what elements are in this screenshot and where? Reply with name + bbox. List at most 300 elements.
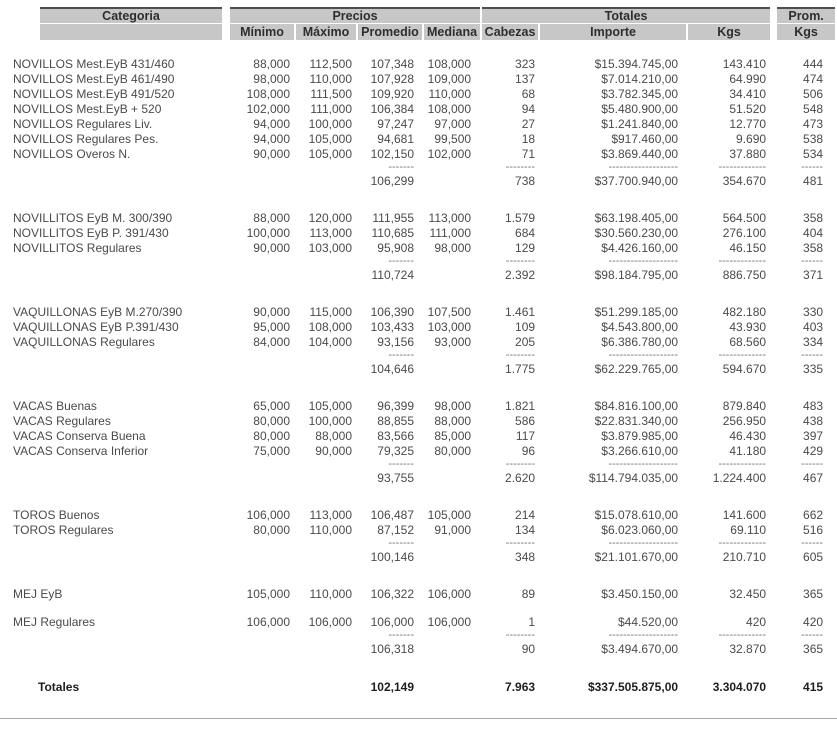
median-cell xyxy=(424,459,480,470)
amount-cell: $15.394.745,00 xyxy=(594,57,679,71)
min-cell xyxy=(230,538,294,549)
max-cell xyxy=(296,174,356,188)
min-cell: 106,000 xyxy=(246,508,290,522)
median-cell: 110,000 xyxy=(428,87,472,101)
avg-kg-cell: ------ xyxy=(801,350,824,361)
avg-cell: 94,681 xyxy=(377,132,414,146)
kgs-cell: 9.690 xyxy=(736,132,767,146)
category-cell xyxy=(2,550,228,564)
min-cell xyxy=(230,174,294,188)
avg-kg-cell: 467 xyxy=(803,471,824,485)
category-cell: TOROS Regulares xyxy=(13,523,114,537)
kgs-cell: 32.870 xyxy=(729,642,767,656)
kgs-cell: 46.430 xyxy=(729,429,767,443)
max-cell: 111,000 xyxy=(310,102,352,116)
max-cell: 113,000 xyxy=(309,508,352,522)
prom-kgs-header: Kgs xyxy=(777,24,835,40)
spacer-cell xyxy=(2,41,835,56)
median-cell xyxy=(424,679,480,695)
table-row-toros xyxy=(2,523,835,537)
heads-cell: -------- xyxy=(505,350,536,361)
heads-cell: 684 xyxy=(515,226,536,240)
avg-kg-cell: 358 xyxy=(803,211,824,225)
avg-kg-cell: 474 xyxy=(803,72,824,86)
kgs-cell: 68.560 xyxy=(729,335,767,349)
avg-kg-cell: 662 xyxy=(803,508,824,522)
precios-group-header: Precios xyxy=(230,7,480,23)
category-cell: VACAS Regulares xyxy=(13,414,111,428)
max-cell xyxy=(296,630,356,641)
kgs-cell: 43.930 xyxy=(729,320,767,334)
amount-cell: ------------------- xyxy=(608,630,679,641)
heads-cell: 1.579 xyxy=(505,211,536,225)
avg-cell: ------- xyxy=(388,459,414,470)
median-cell: 108,000 xyxy=(427,102,472,116)
median-cell: 88,000 xyxy=(434,414,472,428)
section-gap xyxy=(2,377,835,398)
table-row-vacas xyxy=(2,399,835,413)
table-row-vacas xyxy=(2,444,835,458)
median-cell: 107,500 xyxy=(427,305,472,319)
median-cell: 109,000 xyxy=(427,72,472,86)
min-cell xyxy=(230,642,294,656)
category-cell: TOROS Buenos xyxy=(13,508,100,522)
heads-cell: 1.821 xyxy=(505,399,536,413)
categoria-subheader-cell xyxy=(2,24,228,40)
heads-cell: 27 xyxy=(521,117,536,131)
heads-cell: 205 xyxy=(515,335,536,349)
avg-cell: 104,646 xyxy=(370,362,414,376)
heads-cell: 18 xyxy=(521,132,536,146)
heads-cell: 586 xyxy=(515,414,536,428)
min-cell: 84,000 xyxy=(253,335,290,349)
amount-cell: $5.480.900,00 xyxy=(601,102,679,116)
min-cell xyxy=(230,471,294,485)
table-row-novillitos xyxy=(2,211,835,225)
category-cell xyxy=(2,459,228,470)
median-cell: 97,000 xyxy=(434,117,472,131)
max-cell: 115,000 xyxy=(309,305,352,319)
min-cell: 88,000 xyxy=(253,211,290,225)
avg-cell: 106,000 xyxy=(370,615,414,629)
section-gap xyxy=(2,565,835,586)
min-cell xyxy=(230,679,294,695)
max-cell: 90,000 xyxy=(315,444,352,458)
avg-kg-cell: 429 xyxy=(803,444,824,458)
avg-cell: 102,149 xyxy=(370,680,414,694)
heads-cell: 2.620 xyxy=(505,471,536,485)
avg-cell: 110,724 xyxy=(371,268,414,282)
heads-cell: -------- xyxy=(505,459,536,470)
header-group-row xyxy=(2,7,835,23)
row-gap xyxy=(2,602,835,614)
mediana-header-cell xyxy=(424,24,480,40)
mediana-header: Mediana xyxy=(424,24,480,40)
kgs-cell: 12.770 xyxy=(729,117,767,131)
heads-cell: 89 xyxy=(521,587,536,601)
amount-cell: ------------------- xyxy=(608,256,679,267)
subtotal-row-mej xyxy=(2,642,835,656)
kgs-cell: 64.990 xyxy=(729,72,767,86)
avg-kg-cell: 403 xyxy=(803,320,824,334)
kgs-cell: 482.180 xyxy=(722,305,767,319)
subtotal-separator-row xyxy=(2,162,835,173)
avg-kg-cell: 335 xyxy=(803,362,824,376)
subtotal-row-vacas xyxy=(2,471,835,485)
totales-group-header: Totales xyxy=(482,7,770,23)
min-cell: 80,000 xyxy=(253,429,290,443)
heads-cell: 7.963 xyxy=(505,680,536,694)
category-cell: VAQUILLONAS Regulares xyxy=(13,335,155,349)
min-cell: 65,000 xyxy=(253,399,290,413)
category-cell: NOVILLOS Regulares Liv. xyxy=(13,117,153,131)
table-row-mej xyxy=(2,587,835,601)
median-cell xyxy=(424,538,480,549)
category-cell: NOVILLOS Mest.EyB + 520 xyxy=(13,102,162,116)
category-cell: NOVILLITOS EyB M. 300/390 xyxy=(13,211,173,225)
amount-cell: $4.426.160,00 xyxy=(601,241,679,255)
amount-cell: $6.023.060,00 xyxy=(601,523,679,537)
max-cell: 110,000 xyxy=(309,587,352,601)
avg-kg-cell: 506 xyxy=(803,87,824,101)
heads-cell: 1 xyxy=(528,615,536,629)
kgs-cell: 37.880 xyxy=(729,147,767,161)
max-cell xyxy=(296,679,356,695)
max-cell: 112,500 xyxy=(309,57,352,71)
spacer-cell xyxy=(2,283,835,304)
max-cell: 103,000 xyxy=(308,241,352,255)
category-cell: NOVILLOS Mest.EyB 431/460 xyxy=(13,57,175,71)
avg-kg-cell: 481 xyxy=(803,174,824,188)
table-row-vaquillonas xyxy=(2,305,835,319)
subtotal-separator-row xyxy=(2,630,835,641)
max-cell xyxy=(296,162,356,173)
kgs-cell: 879.840 xyxy=(722,399,767,413)
min-cell xyxy=(230,459,294,470)
max-cell xyxy=(296,256,356,267)
category-cell: VACAS Buenas xyxy=(13,399,97,413)
avg-cell: ------- xyxy=(388,350,414,361)
heads-cell: -------- xyxy=(505,256,536,267)
max-cell: 100,000 xyxy=(308,117,352,131)
prom-header-cell xyxy=(772,7,835,23)
median-cell: 103,000 xyxy=(427,320,472,334)
avg-cell: 106,299 xyxy=(370,174,414,188)
min-cell: 75,000 xyxy=(253,444,290,458)
table-row-vaquillonas xyxy=(2,335,835,349)
heads-cell: 109 xyxy=(515,320,536,334)
avg-kg-cell: 438 xyxy=(803,414,824,428)
promedio-header-cell xyxy=(358,24,422,40)
subtotal-separator-row xyxy=(2,350,835,361)
amount-cell: $917.460,00 xyxy=(611,132,679,146)
min-cell: 95,000 xyxy=(253,320,290,334)
heads-cell: 90 xyxy=(521,642,536,656)
header-gap xyxy=(2,41,835,56)
median-cell: 80,000 xyxy=(434,444,472,458)
avg-kg-cell: 516 xyxy=(803,523,824,537)
category-cell xyxy=(2,362,228,376)
max-cell: 108,000 xyxy=(308,320,352,334)
heads-cell: 348 xyxy=(515,550,536,564)
kgs-cell: ------------- xyxy=(718,538,767,549)
min-cell xyxy=(230,256,294,267)
heads-cell: 134 xyxy=(515,523,536,537)
kgs-cell: 69.110 xyxy=(730,523,767,537)
avg-cell: 106,322 xyxy=(370,587,414,601)
avg-cell: 111,955 xyxy=(372,211,414,225)
avg-cell: 97,247 xyxy=(377,117,414,131)
heads-cell: -------- xyxy=(505,630,536,641)
minimo-header: Mínimo xyxy=(230,24,294,40)
min-cell: 90,000 xyxy=(253,147,290,161)
maximo-header: Máximo xyxy=(296,24,356,40)
amount-cell: $44.520,00 xyxy=(617,615,679,629)
categoria-subheader-blank xyxy=(40,24,222,40)
avg-cell: 106,318 xyxy=(370,642,414,656)
kgs-cell: ------------- xyxy=(718,256,767,267)
avg-kg-cell: 420 xyxy=(803,615,824,629)
avg-kg-cell: 548 xyxy=(803,102,824,116)
avg-cell: 95,908 xyxy=(377,241,414,255)
cabezas-header-cell xyxy=(482,24,538,40)
table-row-vaquillonas xyxy=(2,320,835,334)
heads-cell: 1.775 xyxy=(505,362,536,376)
max-cell: 100,000 xyxy=(308,414,352,428)
median-cell xyxy=(424,256,480,267)
section-gap xyxy=(2,657,835,678)
section-gap xyxy=(2,486,835,507)
heads-cell: 2.392 xyxy=(505,268,536,282)
min-cell xyxy=(230,630,294,641)
avg-kg-cell: 605 xyxy=(803,550,824,564)
promedio-header: Promedio xyxy=(358,24,422,40)
category-cell: VAQUILLONAS EyB P.391/430 xyxy=(13,320,179,334)
max-cell: 104,000 xyxy=(308,335,352,349)
amount-cell: $3.450.150,00 xyxy=(601,587,679,601)
amount-cell: $30.560.230,00 xyxy=(594,226,679,240)
kgs-cell: 143.410 xyxy=(722,57,767,71)
max-cell: 88,000 xyxy=(315,429,352,443)
kgs-cell: 1.224.400 xyxy=(712,471,767,485)
avg-cell: 88,855 xyxy=(377,414,414,428)
bottom-rule xyxy=(0,718,837,719)
table-row-vacas xyxy=(2,429,835,443)
max-cell: 111,500 xyxy=(310,87,352,101)
avg-cell: 96,399 xyxy=(377,399,414,413)
avg-kg-cell: ------ xyxy=(801,630,824,641)
table-row-novillos xyxy=(2,57,835,71)
table-row-novillitos xyxy=(2,226,835,240)
avg-cell: 102,150 xyxy=(370,147,414,161)
min-cell: 90,000 xyxy=(253,305,290,319)
median-cell xyxy=(424,550,480,564)
importe-header-cell xyxy=(540,24,686,40)
category-cell xyxy=(2,174,228,188)
subtotal-row-toros xyxy=(2,550,835,564)
subtotal-separator-row xyxy=(2,459,835,470)
heads-cell: 129 xyxy=(515,241,536,255)
median-cell xyxy=(424,642,480,656)
min-cell xyxy=(230,162,294,173)
heads-cell: -------- xyxy=(505,162,536,173)
livestock-price-report-table xyxy=(0,6,837,696)
min-cell: 102,000 xyxy=(246,102,290,116)
category-cell xyxy=(2,471,228,485)
avg-kg-cell: 397 xyxy=(803,429,824,443)
avg-cell: 110,685 xyxy=(371,226,414,240)
table-row-novillitos xyxy=(2,241,835,255)
category-cell: VACAS Conserva Buena xyxy=(13,429,146,443)
kgs-cell: 210.710 xyxy=(722,550,767,564)
kgs-cell: 564.500 xyxy=(722,211,767,225)
avg-kg-cell: 473 xyxy=(803,117,824,131)
max-cell xyxy=(296,362,356,376)
heads-cell: 94 xyxy=(521,102,536,116)
heads-cell: 323 xyxy=(515,57,536,71)
avg-cell: 106,487 xyxy=(370,508,414,522)
min-cell: 88,000 xyxy=(253,57,290,71)
amount-cell: $37.700.940,00 xyxy=(594,174,679,188)
subtotal-row-novillitos xyxy=(2,268,835,282)
heads-cell: 68 xyxy=(521,87,536,101)
kgs-cell: 41.180 xyxy=(729,444,767,458)
category-cell: NOVILLITOS EyB P. 391/430 xyxy=(13,226,169,240)
avg-cell: 107,928 xyxy=(370,72,414,86)
category-cell: MEJ Regulares xyxy=(13,615,96,629)
amount-cell: $3.266.610,00 xyxy=(601,444,679,458)
avg-kg-cell: 483 xyxy=(803,399,824,413)
kgs-cell: ------------- xyxy=(718,630,767,641)
avg-cell: ------- xyxy=(388,162,414,173)
min-cell xyxy=(230,550,294,564)
min-cell: 80,000 xyxy=(253,414,290,428)
table-row-novillos xyxy=(2,147,835,161)
amount-cell: ------------------- xyxy=(608,350,679,361)
spacer-cell xyxy=(2,657,835,678)
max-cell: 106,000 xyxy=(308,615,352,629)
max-cell: 120,000 xyxy=(308,211,352,225)
max-cell xyxy=(296,642,356,656)
cabezas-header: Cabezas xyxy=(482,24,538,40)
amount-cell: $3.782.345,00 xyxy=(601,87,679,101)
amount-cell: $63.198.405,00 xyxy=(594,211,679,225)
amount-cell: $7.014.210,00 xyxy=(601,72,679,86)
min-cell: 100,000 xyxy=(246,226,290,240)
min-cell xyxy=(230,362,294,376)
max-cell xyxy=(296,550,356,564)
category-cell: NOVILLOS Mest.EyB 461/490 xyxy=(13,72,175,86)
kgs-cell: 256.950 xyxy=(722,414,767,428)
table-row-novillos xyxy=(2,72,835,86)
spacer-cell xyxy=(2,486,835,507)
category-cell: VAQUILLONAS EyB M.270/390 xyxy=(13,305,183,319)
avg-cell: 79,325 xyxy=(377,444,414,458)
median-cell: 105,000 xyxy=(427,508,472,522)
amount-cell: $22.831.340,00 xyxy=(594,414,679,428)
category-cell: NOVILLOS Overos N. xyxy=(13,147,131,161)
avg-kg-cell: 365 xyxy=(803,642,824,656)
amount-cell: $4.543.800,00 xyxy=(601,320,679,334)
avg-kg-cell: ------ xyxy=(801,162,824,173)
minimo-header-cell xyxy=(230,24,294,40)
table-row-novillos xyxy=(2,87,835,101)
median-cell: 111,000 xyxy=(429,226,472,240)
heads-cell: 71 xyxy=(521,147,536,161)
category-cell xyxy=(2,268,228,282)
header-columns-row xyxy=(2,24,835,40)
avg-kg-cell: ------ xyxy=(801,256,824,267)
spacer-cell xyxy=(2,565,835,586)
amount-cell: $3.869.440,00 xyxy=(601,147,679,161)
kgs-cell: 141.600 xyxy=(722,508,767,522)
kgs-cell: 3.304.070 xyxy=(712,680,767,694)
median-cell xyxy=(424,630,480,641)
median-cell: 99,500 xyxy=(434,132,472,146)
avg-kg-cell: 534 xyxy=(803,147,824,161)
category-cell xyxy=(2,642,228,656)
min-cell: 105,000 xyxy=(246,587,290,601)
heads-cell: 214 xyxy=(515,508,536,522)
min-cell: 108,000 xyxy=(246,87,290,101)
categoria-header-cell xyxy=(2,7,228,23)
max-cell xyxy=(296,459,356,470)
prom-group-header: Prom. xyxy=(777,7,835,23)
subtotal-row-novillos xyxy=(2,174,835,188)
avg-cell: 83,566 xyxy=(377,429,414,443)
kgs-cell: 886.750 xyxy=(722,268,767,282)
min-cell: 98,000 xyxy=(253,72,290,86)
category-cell: VACAS Conserva Inferior xyxy=(13,444,149,458)
avg-kg-cell: 444 xyxy=(803,57,824,71)
subtotal-row-vaquillonas xyxy=(2,362,835,376)
section-gap xyxy=(2,189,835,210)
kgs-cell: 32.450 xyxy=(729,587,767,601)
avg-cell: 106,384 xyxy=(370,102,414,116)
amount-cell: ------------------- xyxy=(608,459,679,470)
category-cell xyxy=(2,630,228,641)
min-cell: 94,000 xyxy=(253,117,290,131)
avg-kg-cell: 330 xyxy=(803,305,824,319)
category-cell: NOVILLITOS Regulares xyxy=(13,241,142,255)
median-cell: 113,000 xyxy=(428,211,472,225)
max-cell xyxy=(296,350,356,361)
amount-cell: $3.494.670,00 xyxy=(601,642,679,656)
amount-cell: $1.241.840,00 xyxy=(601,117,679,131)
avg-kg-cell: 358 xyxy=(803,241,824,255)
median-cell: 98,000 xyxy=(434,399,472,413)
table-row-vacas xyxy=(2,414,835,428)
heads-cell: 117 xyxy=(515,429,536,443)
subtotal-separator-row xyxy=(2,538,835,549)
max-cell: 110,000 xyxy=(309,72,352,86)
kgs-cell: ------------- xyxy=(718,350,767,361)
amount-cell: $15.078.610,00 xyxy=(594,508,679,522)
median-cell: 106,000 xyxy=(427,587,472,601)
min-cell: 80,000 xyxy=(253,523,290,537)
categoria-header: Categoria xyxy=(40,7,222,23)
kgs-cell: 46.150 xyxy=(729,241,767,255)
avg-cell: 100,146 xyxy=(370,550,414,564)
heads-cell: 137 xyxy=(515,72,536,86)
max-cell: 113,000 xyxy=(309,226,352,240)
median-cell: 102,000 xyxy=(427,147,472,161)
min-cell: 106,000 xyxy=(246,615,290,629)
kgs-cell: 354.670 xyxy=(722,174,767,188)
kgs-cell: ------------- xyxy=(718,162,767,173)
avg-kg-cell: 365 xyxy=(803,587,824,601)
prom-kgs-header-cell xyxy=(772,24,835,40)
